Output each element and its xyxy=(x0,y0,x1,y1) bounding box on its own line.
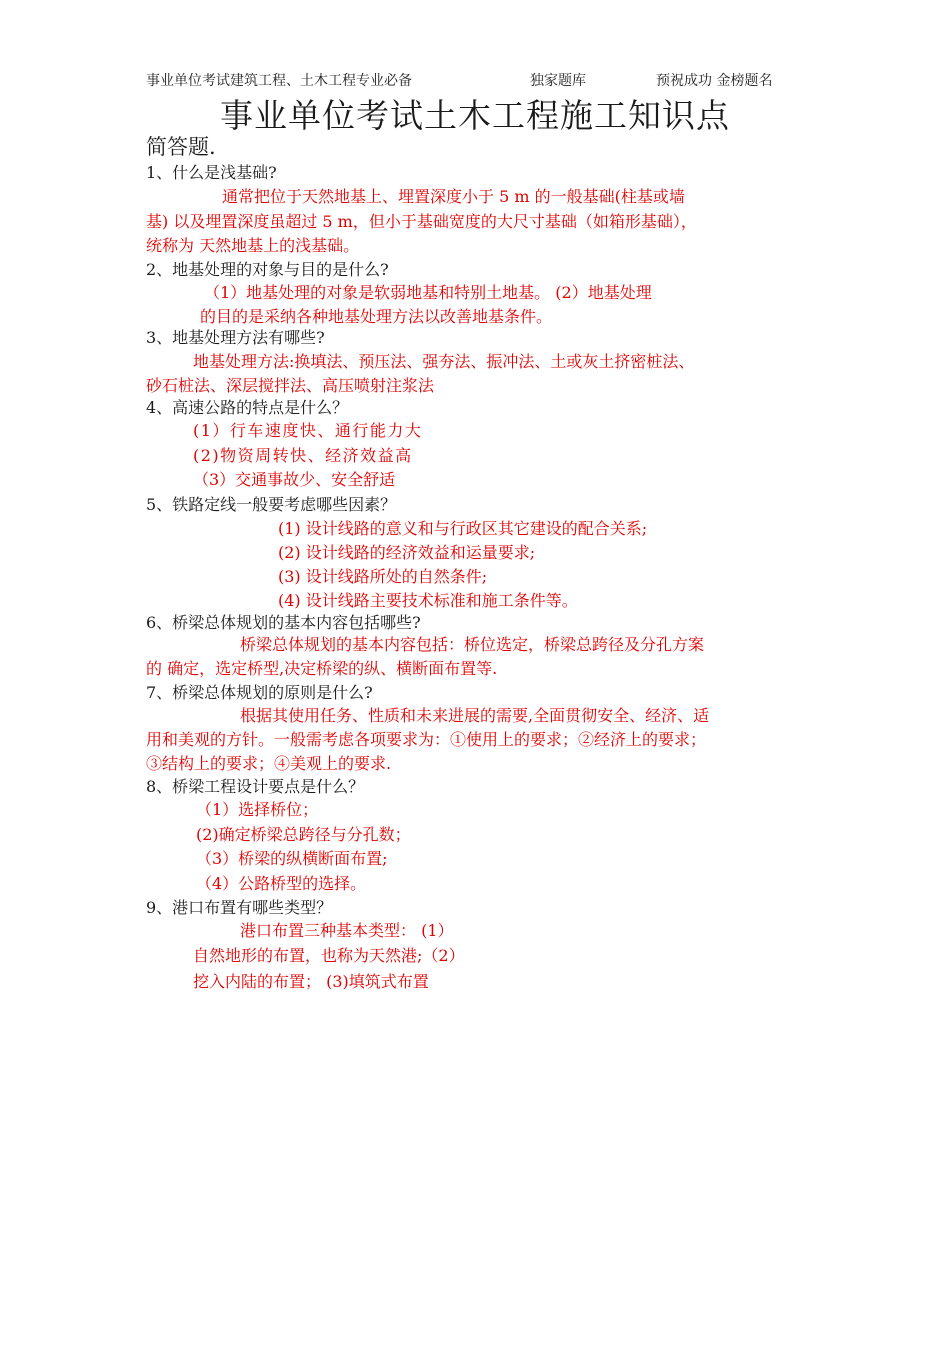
question-6: 6、桥梁总体规划的基本内容包括哪些? xyxy=(146,613,421,632)
answer-4-item: (2)物资周转快、经济效益高 xyxy=(193,446,413,465)
question-1: 1、什么是浅基础? xyxy=(146,163,277,182)
answer-3-line: 砂石桩法、深层搅拌法、高压喷射注浆法 xyxy=(146,376,435,395)
answer-8-item: (2)确定桥梁总跨径与分孔数； xyxy=(196,825,411,844)
answer-1-line: 通常把位于天然地基上、埋置深度小于 5 m 的一般基础(柱基或墙 xyxy=(222,187,685,206)
question-7: 7、桥梁总体规划的原则是什么? xyxy=(146,683,373,702)
section-heading: 简答题. xyxy=(146,135,216,159)
answer-6-line: 桥梁总体规划的基本内容包括：桥位选定，桥梁总跨径及分孔方案 xyxy=(240,635,705,654)
answer-8-item: （1）选择桥位； xyxy=(196,800,319,819)
header-left: 事业单位考试建筑工程、土木工程专业必备 xyxy=(146,73,412,89)
question-4: 4、高速公路的特点是什么？ xyxy=(146,398,349,417)
answer-5-item: (1) 设计线路的意义和与行政区其它建设的配合关系; xyxy=(278,519,648,538)
answer-8-item: （4）公路桥型的选择。 xyxy=(196,874,367,893)
header-center: 独家题库 xyxy=(530,73,586,89)
answer-7-line: 用和美观的方针。一般需考虑各项要求为：①使用上的要求；②经济上的要求； xyxy=(146,730,707,749)
question-5: 5、铁路定线一般要考虑哪些因素？ xyxy=(146,495,397,514)
answer-4-item: （3）交通事故少、安全舒适 xyxy=(193,470,396,489)
question-3: 3、地基处理方法有哪些? xyxy=(146,328,325,347)
answer-5-item: (4) 设计线路主要技术标准和施工条件等。 xyxy=(278,591,578,610)
answer-2-line: （1）地基处理的对象是软弱地基和特别土地基。 (2）地基处理 xyxy=(204,283,652,302)
answer-9-line: 挖入内陆的布置； (3)填筑式布置 xyxy=(193,972,429,991)
answer-5-item: (3) 设计线路所处的自然条件; xyxy=(278,567,488,586)
answer-8-item: （3）桥梁的纵横断面布置; xyxy=(196,849,388,868)
question-8: 8、桥梁工程设计要点是什么？ xyxy=(146,777,365,796)
answer-7-line: 根据其使用任务、性质和未来进展的需要,全面贯彻安全、经济、适 xyxy=(240,706,710,725)
page-title: 事业单位考试土木工程施工知识点 xyxy=(220,96,730,135)
answer-9-line: 港口布置三种基本类型： (1） xyxy=(240,921,454,940)
answer-5-item: (2) 设计线路的经济效益和运量要求; xyxy=(278,543,536,562)
question-2: 2、地基处理的对象与目的是什么? xyxy=(146,260,389,279)
answer-4-item: (1）行车速度快、通行能力大 xyxy=(193,421,423,440)
answer-1-line: 统称为 天然地基上的浅基础。 xyxy=(146,236,360,255)
question-9: 9、港口布置有哪些类型？ xyxy=(146,898,333,917)
answer-1-line: 基) 以及埋置深度虽超过 5 m，但小于基础宽度的大尺寸基础（如箱形基础）， xyxy=(146,212,697,231)
header-right: 预祝成功 金榜题名 xyxy=(656,73,773,89)
answer-6-line: 的 确定，选定桥型,决定桥梁的纵、横断面布置等. xyxy=(146,659,498,678)
answer-9-line: 自然地形的布置，也称为天然港;（2） xyxy=(193,946,465,965)
answer-3-line: 地基处理方法:换填法、预压法、强夯法、振冲法、土或灰土挤密桩法、 xyxy=(193,352,695,371)
answer-7-line: ③结构上的要求；④美观上的要求. xyxy=(146,754,392,773)
answer-2-line: 的目的是采纳各种地基处理方法以改善地基条件。 xyxy=(200,307,553,326)
